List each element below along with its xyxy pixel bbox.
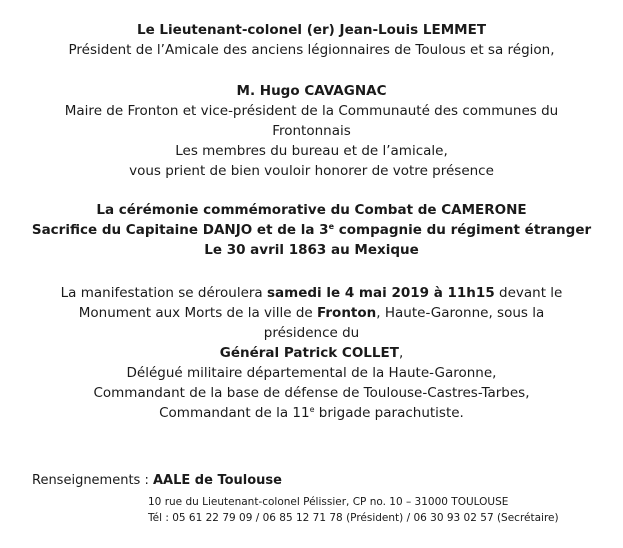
details-line4 — [0, 343, 623, 363]
details-line7-pre: Commandant de la 11 — [159, 405, 310, 421]
host2-block — [0, 81, 623, 181]
details-line5: Délégué militaire départemental de la Haute-Garonne, — [126, 365, 497, 381]
details-line2-pre: Monument aux Morts de la ville de — [78, 305, 318, 321]
details-line6: Commandant de la base de défense de Toulouse-Castres-Tarbes, — [93, 385, 530, 401]
presiding-general: Général Patrick COLLET — [219, 345, 399, 361]
host2-name: M. Hugo CAVAGNAC — [236, 83, 387, 99]
host1-block — [0, 20, 623, 60]
details-line2 — [0, 303, 623, 323]
details-line7-post: brigade parachutiste. — [314, 405, 464, 421]
event-title: La cérémonie commémorative du Combat de CAMERONE — [96, 202, 527, 218]
host2-line3: Les membres du bureau et de l’amicale, — [175, 143, 448, 159]
details-line4-post: , — [398, 345, 404, 361]
details-line7-sup: e — [309, 405, 315, 414]
details-block — [0, 283, 623, 423]
event-subtitle-sup: e — [328, 222, 335, 231]
host2-role-line1: Maire de Fronton et vice-président de la Communauté des communes du — [64, 103, 559, 119]
details-line1-post: devant le — [494, 285, 563, 301]
contact-phones: Tél : 05 61 22 79 09 / 06 85 12 71 78 (Président) / 06 30 93 02 57 (Secrétaire) — [148, 512, 559, 524]
contact-org: AALE de Toulouse — [152, 473, 282, 488]
contact-label: Renseignements : — [32, 473, 153, 488]
details-line1 — [0, 283, 623, 303]
host1-role: Président de l’Amicale des anciens légionnaires de Toulous et sa région, — [68, 42, 555, 58]
host1-name: Le Lieutenant-colonel (er) Jean-Louis LEMMET — [136, 22, 487, 38]
event-datetime: samedi le 4 mai 2019 à 11h15 — [267, 285, 495, 301]
host2-line4: vous prient de bien vouloir honorer de votre présence — [129, 163, 494, 179]
contact-line — [32, 471, 282, 491]
event-subtitle — [0, 220, 623, 240]
details-line7 — [0, 403, 623, 423]
event-subtitle-pre: Sacrifice du Capitaine DANJO et de la 3 — [31, 222, 329, 238]
details-line2-post: , Haute-Garonne, sous la — [376, 305, 545, 321]
event-subtitle-post: compagnie du régiment étranger — [334, 222, 592, 238]
contact-address: 10 rue du Lieutenant-colonel Pélissier, CP no. 10 – 31000 TOULOUSE — [148, 496, 509, 508]
details-line3: présidence du — [263, 325, 360, 341]
event-block — [0, 200, 623, 260]
details-line1-pre: La manifestation se déroulera — [60, 285, 267, 301]
host2-role-line2: Frontonnais — [272, 123, 351, 139]
event-date: Le 30 avril 1863 au Mexique — [204, 242, 419, 258]
event-town: Fronton — [317, 305, 377, 321]
